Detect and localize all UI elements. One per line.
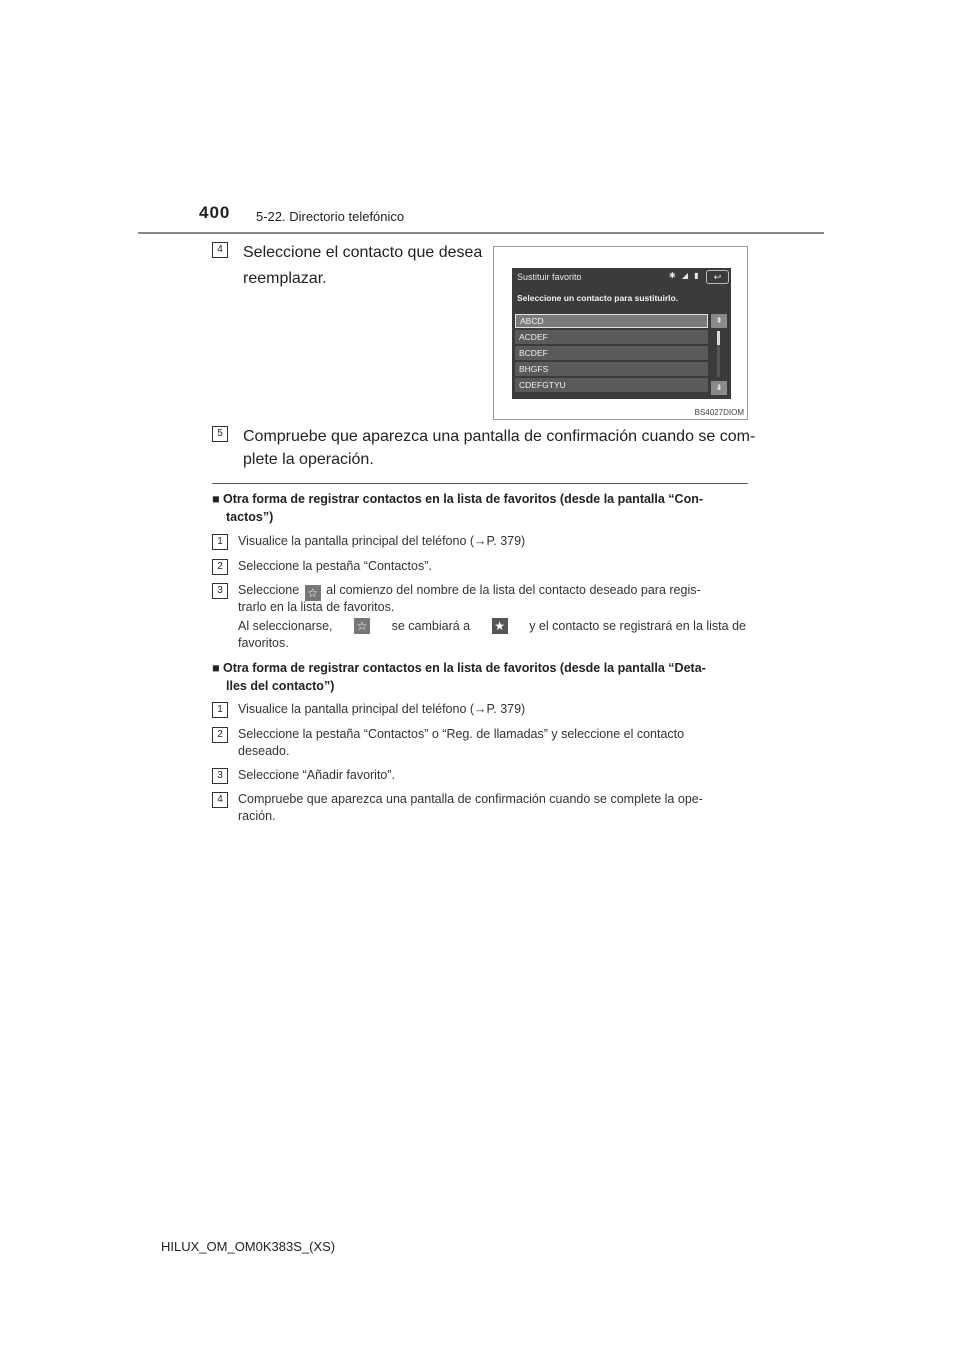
list-item[interactable]: BHGFS — [515, 362, 708, 376]
list-item[interactable]: ABCD — [515, 314, 708, 328]
s1-step-3-text-b: al comienzo del nombre de la lista del contacto deseado para regis- — [326, 583, 701, 597]
back-button[interactable]: ↩ — [706, 270, 729, 284]
step-4-line-1: Seleccione el contacto que desea — [243, 244, 483, 261]
s2-step-4-line-1: Compruebe que aparezca una pantalla de confirmación cuando se complete la ope- — [238, 792, 703, 806]
step-4-line-2: reemplazar. — [243, 270, 327, 287]
s2-step-3-text: Seleccione “Añadir favorito”. — [238, 768, 396, 782]
step-5-line-2: plete la operación. — [243, 451, 374, 468]
section-1-heading-line-1: ■ Otra forma de registrar contactos en la lista de favoritos (desde la pantalla “Con- — [212, 492, 704, 506]
s2-step-1-text: Visualice la pantalla principal del teléfono (→P. 379) — [238, 702, 526, 716]
s2-step-4-line-2: ración. — [238, 809, 276, 823]
page-header — [0, 0, 960, 240]
s1-step-1-text: Visualice la pantalla principal del teléfono (→P. 379) — [238, 534, 526, 548]
scroll-up-button[interactable]: ⇞ — [711, 314, 727, 328]
list-item[interactable]: BCDEF — [515, 346, 708, 360]
scroll-down-button[interactable]: ⇟ — [711, 381, 727, 395]
star-outline-icon: ☆ — [354, 618, 370, 634]
step-number-4: 4 — [212, 242, 228, 258]
s1-step-number-2: 2 — [212, 559, 228, 575]
section-title: 5-22. Directorio telefónico — [256, 209, 405, 224]
contact-list — [515, 314, 708, 394]
s1-step-3-line-3-c: y el contacto se registrará en la lista de — [529, 619, 746, 633]
figure-frame — [493, 246, 748, 420]
section-2-heading-line-1: ■ Otra forma de registrar contactos en la lista de favoritos (desde la pantalla “Deta- — [212, 661, 706, 675]
screen-instruction: Seleccione un contacto para sustituirlo. — [517, 293, 679, 303]
step-number-5: 5 — [212, 426, 228, 442]
s2-step-2-line-2: deseado. — [238, 744, 290, 758]
header-rule — [138, 232, 824, 234]
list-item[interactable]: ACDEF — [515, 330, 708, 344]
star-filled-icon: ★ — [492, 618, 508, 634]
s2-step-2-line-1: Seleccione la pestaña “Contactos” o “Reg. de llamadas” y seleccione el contacto — [238, 727, 685, 741]
scrollbar-thumb[interactable] — [717, 331, 720, 345]
page-number: 400 — [199, 203, 231, 222]
s1-step-2-text: Seleccione la pestaña “Contactos”. — [238, 559, 432, 573]
s1-step-3-line-3 — [238, 618, 746, 635]
s1-step-3-text-a: Seleccione — [238, 583, 300, 597]
list-item[interactable]: CDEFGTYU — [515, 378, 708, 392]
screen-title: Sustituir favorito — [517, 272, 582, 282]
s2-step-number-3: 3 — [212, 768, 228, 784]
status-icons: ✱ ◢ ▮ — [669, 271, 701, 280]
s1-step-3-line-3-a: Al seleccionarse, — [238, 619, 333, 633]
step-5-line-1: Compruebe que aparezca una pantalla de confirmación cuando se com- — [243, 428, 756, 445]
star-outline-icon: ☆ — [305, 585, 321, 601]
s1-step-number-1: 1 — [212, 534, 228, 550]
s1-step-3-line-3-b: se cambiará a — [391, 619, 471, 633]
s1-step-3-line-4: favoritos. — [238, 636, 289, 650]
s2-step-number-2: 2 — [212, 727, 228, 743]
section-2-heading-line-2: lles del contacto”) — [226, 679, 335, 693]
s1-step-3-line-2: trarlo en la lista de favoritos. — [238, 600, 395, 614]
s1-step-number-3: 3 — [212, 583, 228, 599]
s2-step-number-1: 1 — [212, 702, 228, 718]
section-divider — [212, 483, 748, 484]
section-1-heading-line-2: tactos”) — [226, 510, 274, 524]
footer-code: HILUX_OM_OM0K383S_(XS) — [161, 1239, 336, 1254]
s2-step-number-4: 4 — [212, 792, 228, 808]
screen-replace-favorite — [512, 268, 731, 399]
figure-code: BS4027DIOM — [694, 408, 744, 417]
